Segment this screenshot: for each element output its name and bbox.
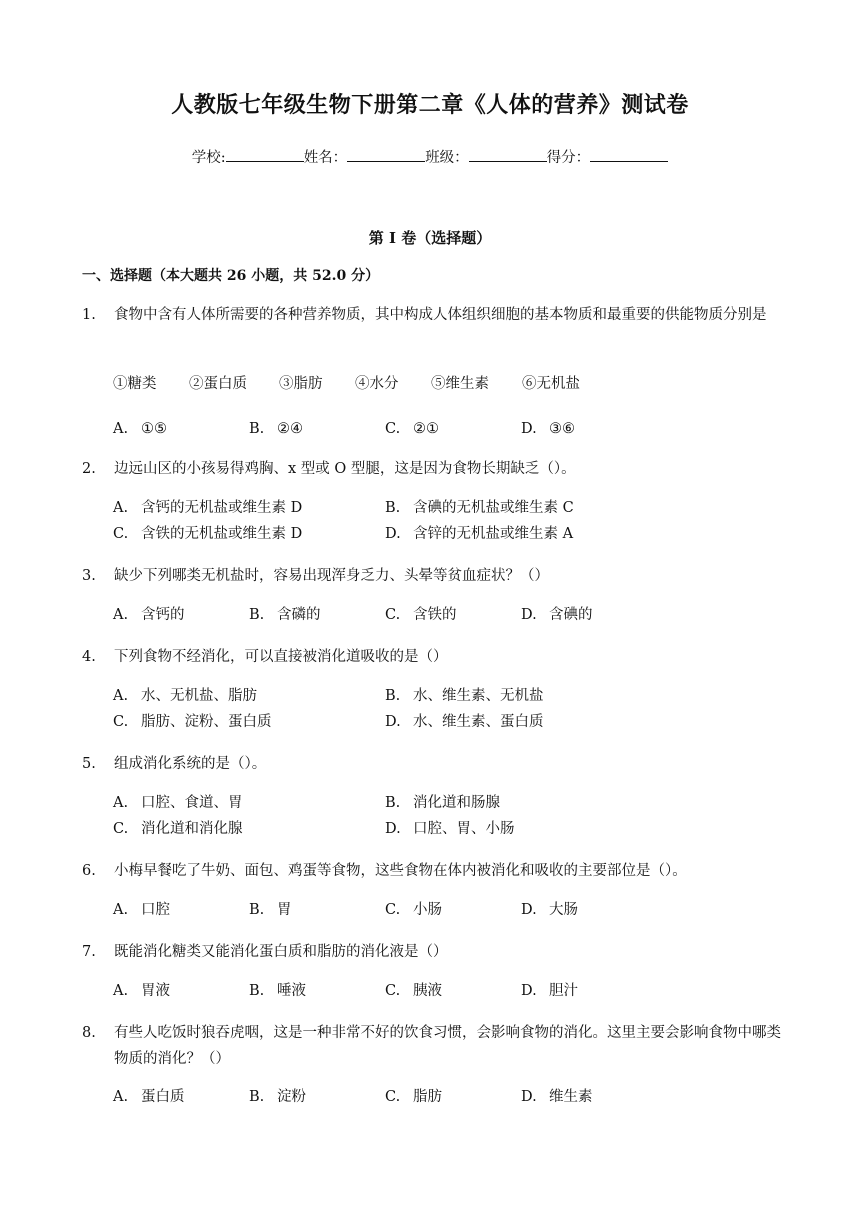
option-d[interactable]: D. 水、维生素、蛋白质 — [385, 714, 544, 730]
question-3 — [82, 563, 782, 589]
option-d[interactable]: D. 大肠 — [521, 902, 578, 918]
question-2 — [82, 456, 782, 482]
question-4 — [82, 644, 782, 670]
question-8 — [82, 1020, 782, 1072]
option-d[interactable]: D. 含锌的无机盐或维生素 A — [385, 526, 574, 542]
option-a[interactable]: A. 含钙的无机盐或维生素 D — [113, 500, 303, 516]
question-number: 7. — [82, 944, 96, 960]
option-a[interactable]: A. 口腔 — [113, 902, 170, 918]
option-d[interactable]: D. 口腔、胃、小肠 — [385, 821, 515, 837]
section-heading: 一、选择题（本大题共 26 小题，共 52.0 分） — [82, 268, 380, 284]
question-stem: 缺少下列哪类无机盐时，容易出现浑身乏力、头晕等贫血症状？（） — [114, 568, 549, 584]
option-c[interactable]: C. 胰液 — [385, 983, 442, 999]
option-b[interactable]: B. ②④ — [249, 421, 303, 437]
option-b[interactable]: B. 含碘的无机盐或维生素 C — [385, 500, 574, 516]
option-c[interactable]: C. 脂肪、淀粉、蛋白质 — [113, 714, 272, 730]
option-b[interactable]: B. 唾液 — [249, 983, 306, 999]
option-a[interactable]: A. ①⑤ — [113, 421, 167, 437]
option-b[interactable]: B. 淀粉 — [249, 1089, 306, 1105]
option-a[interactable]: A. 口腔、食道、胃 — [113, 795, 243, 811]
name-label: 姓名： — [303, 150, 348, 166]
option-b[interactable]: B. 胃 — [249, 902, 292, 918]
option-a[interactable]: A. 蛋白质 — [113, 1089, 185, 1105]
question-number: 4. — [82, 649, 96, 665]
question-stem: 边远山区的小孩易得鸡胸、x 型或 O 型腿，这是因为食物长期缺乏（）。 — [114, 461, 576, 477]
score-blank[interactable] — [590, 149, 668, 162]
question-stem: 组成消化系统的是（）。 — [114, 756, 267, 772]
question-7 — [82, 939, 782, 965]
question-stem: 小梅早餐吃了牛奶、面包、鸡蛋等食物，这些食物在体内被消化和吸收的主要部位是（）。 — [114, 863, 687, 879]
question-stem: 食物中含有人体所需要的各种营养物质，其中构成人体组织细胞的基本物质和最重要的供能物质分别是 — [114, 307, 767, 323]
option-b[interactable]: B. 水、维生素、无机盐 — [385, 688, 544, 704]
option-c[interactable]: C. 消化道和消化腺 — [113, 821, 243, 837]
question-number: 8. — [82, 1025, 96, 1041]
option-a[interactable]: A. 含钙的 — [113, 607, 185, 623]
school-label: 学校: — [191, 150, 226, 166]
question-number: 2. — [82, 461, 96, 477]
question-number: 5. — [82, 756, 96, 772]
item: ④水分 — [355, 376, 399, 392]
option-c[interactable]: C. 脂肪 — [385, 1089, 442, 1105]
option-c[interactable]: C. 小肠 — [385, 902, 442, 918]
school-blank[interactable] — [226, 149, 304, 162]
exam-title: 人教版七年级生物下册第二章《人体的营养》测试卷 — [171, 93, 689, 118]
option-d[interactable]: D. ③⑥ — [521, 421, 575, 437]
question-number: 1. — [82, 307, 96, 323]
item: ⑥无机盐 — [522, 376, 580, 392]
question-stem: 有些人吃饭时狼吞虎咽，这是一种非常不好的饮食习惯，会影响食物的消化。这里主要会影响食物中哪类物质的消化？（） — [114, 1025, 781, 1067]
score-label: 得分： — [546, 150, 591, 166]
option-d[interactable]: D. 含碘的 — [521, 607, 593, 623]
class-blank[interactable] — [469, 149, 547, 162]
item: ①糖类 — [113, 376, 157, 392]
option-b[interactable]: B. 消化道和肠腺 — [385, 795, 500, 811]
question-number: 6. — [82, 863, 96, 879]
part-heading: 第 I 卷（选择题） — [368, 229, 492, 247]
question-number: 3. — [82, 568, 96, 584]
option-a[interactable]: A. 水、无机盐、脂肪 — [113, 688, 257, 704]
option-b[interactable]: B. 含磷的 — [249, 607, 321, 623]
student-info-line — [0, 146, 860, 167]
option-a[interactable]: A. 胃液 — [113, 983, 170, 999]
item: ③脂肪 — [279, 376, 323, 392]
option-c[interactable]: C. 含铁的无机盐或维生素 D — [113, 526, 303, 542]
option-d[interactable]: D. 胆汁 — [521, 983, 578, 999]
item: ②蛋白质 — [189, 376, 247, 392]
item: ⑤维生素 — [431, 376, 489, 392]
question-stem: 下列食物不经消化，可以直接被消化道吸收的是（） — [114, 649, 448, 665]
option-d[interactable]: D. 维生素 — [521, 1089, 593, 1105]
option-c[interactable]: C. 含铁的 — [385, 607, 457, 623]
name-blank[interactable] — [347, 149, 425, 162]
class-label: 班级： — [425, 150, 469, 166]
question-stem: 既能消化糖类又能消化蛋白质和脂肪的消化液是（） — [114, 944, 448, 960]
question-6 — [82, 858, 782, 884]
option-c[interactable]: C. ②① — [385, 421, 439, 437]
question-5 — [82, 751, 782, 777]
question-1 — [82, 302, 782, 328]
